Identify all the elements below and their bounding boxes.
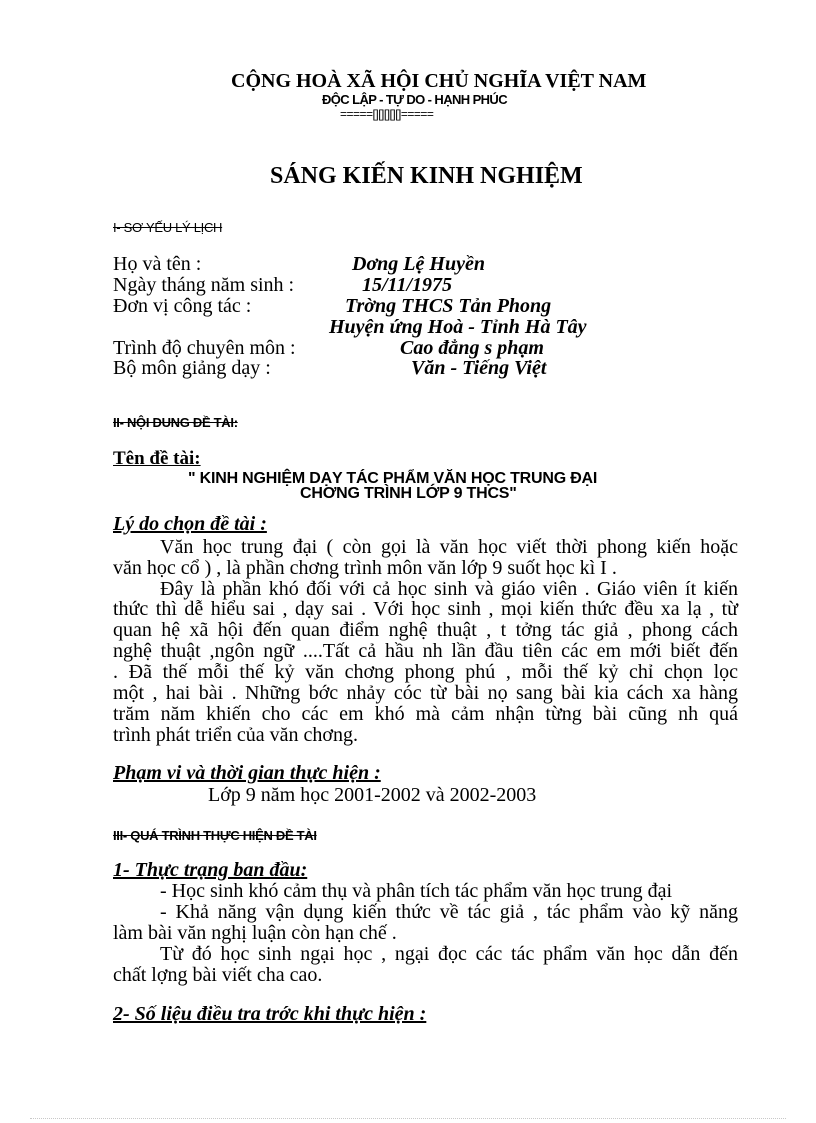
sub-1-line: Từ đó học sinh ngại học , ngại đọc các tác phẩm văn học dẫn đến	[160, 943, 738, 965]
header-divider: =====[][][][][]=====	[340, 107, 434, 121]
sub-1-line: - Khả năng vận dụng kiến thức về tác giả , tác phẩm vào kỹ năng	[160, 901, 738, 923]
topic-title-line-1: " KINH NGHIỆM DẠY TÁC PHẨM VĂN HỌC TRUNG ĐẠI	[188, 470, 598, 487]
field-value-district: Huyện ứng Hoà - Tỉnh Hà Tây	[329, 316, 587, 338]
scope-label: Phạm vi và thời gian thực hiện :	[113, 762, 381, 784]
section-1-heading: I- SƠ YẾU LÝ LỊCH	[113, 220, 223, 235]
sub-1-label: 1- Thực trạng ban đầu:	[113, 859, 308, 881]
field-value-workplace: Trờng THCS Tản Phong	[345, 295, 552, 317]
section-3-heading: III- QUÁ TRÌNH THỰC HIỆN ĐỀ TÀI	[113, 828, 317, 843]
section-2-heading: II- NỘI DUNG ĐỀ TÀI:	[113, 415, 238, 430]
reason-line: Văn học trung đại ( còn gọi là văn học viết thời phong kiến hoặc	[160, 536, 738, 558]
scope-value: Lớp 9 năm học 2001-2002 và 2002-2003	[208, 784, 537, 806]
sub-1-line: làm bài văn nghị luận còn hạn chế .	[113, 922, 397, 944]
reason-line: văn học cổ ) , là phần chơng trình môn văn lớp 9 suốt học kì I .	[113, 557, 617, 579]
sub-1-line: - Học sinh khó cảm thụ và phân tích tác phẩm văn học trung đại	[160, 880, 673, 902]
reason-line: Đây là phần khó đối với cả học sinh và giáo viên . Giáo viên ít kiến	[160, 578, 738, 600]
field-label-birthdate: Ngày tháng năm sinh :	[113, 274, 295, 296]
field-value-birthdate: 15/11/1975	[362, 274, 453, 296]
topic-title-line-2: CHƠNG TRÌNH LỚP 9 THCS"	[300, 485, 517, 502]
field-label-subject: Bộ môn giảng dạy :	[113, 357, 271, 379]
field-label-workplace: Đơn vị công tác :	[113, 295, 252, 317]
nation-heading: CỘNG HOÀ XÃ HỘI CHỦ NGHĨA VIỆT NAM	[231, 70, 647, 92]
field-value-name: Dơng Lệ Huyền	[352, 253, 485, 275]
reason-line: trăm năm khiến cho các em khó mà cảm nhận từng bài cũng nh quá	[113, 703, 738, 725]
sub-2-label: 2- Số liệu điều tra trớc khi thực hiện :	[113, 1003, 427, 1025]
reason-line: trình phát triển của văn chơng.	[113, 724, 358, 746]
reason-line: một , hai bài . Những bớc nhảy cóc từ bài nọ sang bài kia cách xa hàng	[113, 682, 738, 704]
reason-line: nghệ thuật ,ngôn ngữ ....Tất cả hầu nh lần đầu tiên các em mới biết đến	[113, 640, 738, 662]
reason-line: quan hệ xã hội đến quan điểm nghệ thuật , t tởng tác giả , phong cách	[113, 619, 738, 641]
field-label-name: Họ và tên :	[113, 253, 202, 275]
reason-line: . Đã thế mỗi thế kỷ văn chơng phong phú , mỗi thế kỷ chỉ chọn lọc	[113, 661, 738, 683]
field-value-qualification: Cao đẳng s phạm	[400, 337, 544, 359]
page-bottom-border	[30, 1118, 786, 1119]
reason-line: thức thì dễ hiểu sai , dạy sai . Với học sinh , mọi kiến thức đều xa lạ , từ	[113, 598, 738, 620]
reason-label: Lý do chọn đề tài :	[113, 513, 267, 535]
field-label-qualification: Trình độ chuyên môn :	[113, 337, 296, 359]
motto: ĐỘC LẬP - TỰ DO - HẠNH PHÚC	[322, 92, 508, 107]
sub-1-line: chất lợng bài viết cha cao.	[113, 964, 323, 986]
topic-label: Tên đề tài:	[113, 448, 201, 469]
field-value-subject: Văn - Tiếng Việt	[411, 357, 547, 379]
document-title: SÁNG KIẾN KINH NGHIỆM	[270, 163, 583, 189]
